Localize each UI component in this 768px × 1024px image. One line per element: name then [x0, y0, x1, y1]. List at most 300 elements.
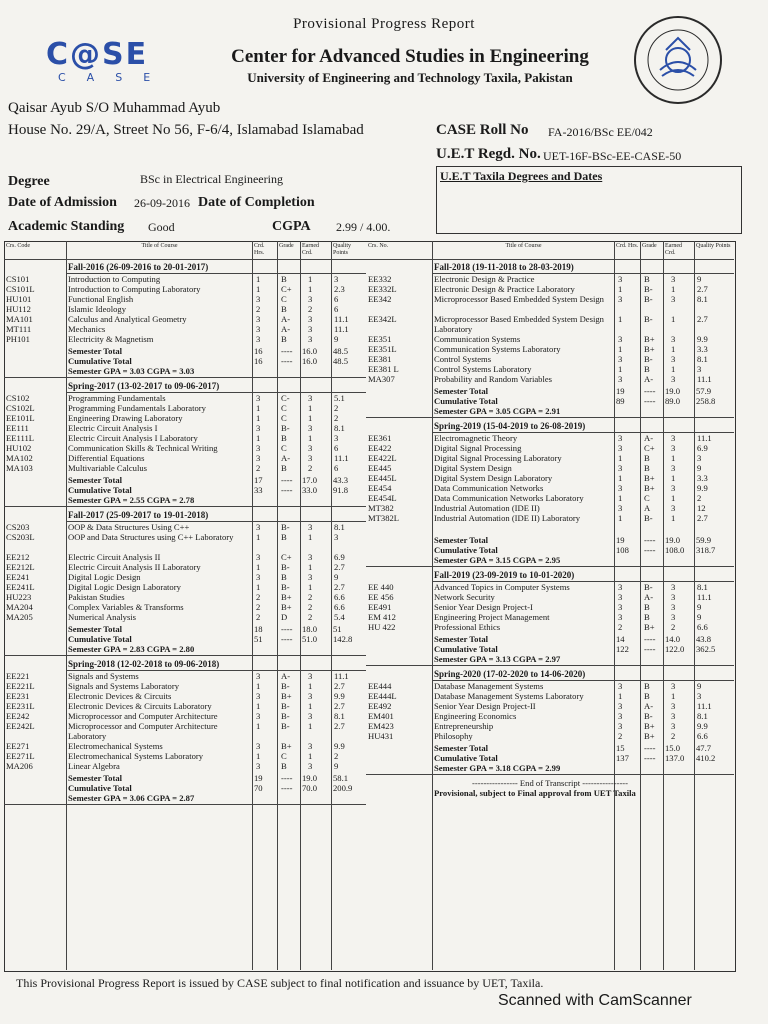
course-title: Electric Circuit Analysis I Laboratory [68, 433, 198, 443]
course-title: Data Communication Networks Laboratory [434, 493, 584, 503]
grade: B [644, 463, 650, 473]
quality-points: 11.1 [334, 453, 349, 463]
left-col-divider [66, 241, 67, 970]
course-title: Engineering Economics [434, 711, 517, 721]
course-code: EE444 [368, 681, 392, 691]
course-code: EE361 [368, 433, 392, 443]
quality-points: 11.1 [697, 374, 712, 384]
grade: B- [644, 294, 653, 304]
course-title: Engineering Drawing Laboratory [68, 413, 183, 423]
left-header-title: Title of Course [141, 243, 178, 249]
credit-hours: 1 [618, 284, 623, 294]
course-code: CS102L [6, 403, 35, 413]
credit-hours: 1 [618, 453, 623, 463]
grade: B [281, 463, 287, 473]
course-title: Mechanics [68, 324, 106, 334]
earned-credits: 1 [671, 314, 676, 324]
credit-hours: 3 [618, 701, 623, 711]
course-code: MA307 [368, 374, 395, 384]
right-term-0: Fall-2018 (19-11-2018 to 28-03-2019) [434, 262, 574, 272]
cumulative-total-earned: 33.0 [302, 485, 318, 495]
earned-credits: 2 [308, 592, 313, 602]
earned-credits: 3 [671, 274, 676, 284]
credit-hours: 3 [618, 274, 623, 284]
grade: B+ [281, 602, 292, 612]
earned-credits: 3 [671, 294, 676, 304]
grade: C [281, 294, 287, 304]
quality-points: 3 [697, 453, 702, 463]
credit-hours: 3 [256, 741, 261, 751]
course-code: EE445L [368, 473, 397, 483]
quality-points: 9.9 [334, 741, 345, 751]
quality-points: 12 [697, 503, 706, 513]
credit-hours: 3 [256, 691, 261, 701]
course-code: HU112 [6, 304, 31, 314]
grade: A- [281, 324, 291, 334]
course-code: EE 456 [368, 592, 394, 602]
course-title: Control Systems [434, 354, 492, 364]
credit-hours: 1 [256, 562, 261, 572]
right-header-grade: Grade [642, 243, 657, 249]
course-title: Electronic Design & Practice [434, 274, 535, 284]
course-title: Programming Fundamentals [68, 393, 166, 403]
cumulative-total-earned: 51.0 [302, 634, 318, 644]
grade: B+ [644, 473, 655, 483]
quality-points: 6.6 [334, 602, 345, 612]
course-title: Microprocessor and Computer Architecture Laboratory [68, 721, 218, 741]
grade: B- [644, 354, 653, 364]
earned-credits: 3 [671, 711, 676, 721]
right-term-1: Spring-2019 (15-04-2019 to 26-08-2019) [434, 421, 586, 431]
course-code: MA103 [6, 463, 33, 473]
course-title: Microprocessor and Computer Architecture [68, 711, 218, 721]
course-title: Philosophy [434, 731, 473, 741]
semester-total-label: Semester Total [68, 624, 123, 634]
cumulative-total-hours: 108 [616, 545, 629, 555]
course-title: Industrial Automation (IDE II) [434, 503, 540, 513]
earned-credits: 3 [671, 721, 676, 731]
left-section-rule-1 [4, 506, 366, 507]
credit-hours: 3 [256, 552, 261, 562]
earned-credits: 3 [671, 483, 676, 493]
course-title: Digital System Design Laboratory [434, 473, 553, 483]
cumulative-total-grade: ---- [281, 356, 293, 366]
semester-total-points: 48.5 [333, 346, 349, 356]
grade: B+ [644, 731, 655, 741]
cumulative-total-hours: 137 [616, 753, 629, 763]
earned-credits: 1 [308, 751, 313, 761]
credit-hours: 1 [256, 582, 261, 592]
semester-total-grade: ---- [644, 535, 656, 545]
semester-total-earned: 19.0 [302, 773, 318, 783]
grade: A- [281, 671, 291, 681]
course-code: HU223 [6, 592, 32, 602]
semester-total-points: 43.8 [696, 634, 712, 644]
cumulative-total-label: Cumulative Total [434, 753, 498, 763]
credit-hours: 1 [256, 413, 261, 423]
standing-label: Academic Standing [8, 219, 125, 234]
credit-hours: 3 [256, 294, 261, 304]
credit-hours: 3 [256, 334, 261, 344]
semester-gpa: Semester GPA = 3.03 CGPA = 3.03 [68, 366, 195, 376]
course-code: MA101 [6, 314, 33, 324]
semester-total-grade: ---- [644, 743, 656, 753]
credit-hours: 3 [618, 433, 623, 443]
course-code: EM401 [368, 711, 394, 721]
course-title: Electric Circuit Analysis II Laboratory [68, 562, 201, 572]
right-header-code: Crs. No. [368, 243, 389, 249]
credit-hours: 3 [618, 463, 623, 473]
semester-total-earned: 14.0 [665, 634, 681, 644]
right-header-qp: Quality Points [696, 243, 731, 249]
earned-credits: 2 [671, 622, 676, 632]
course-title: Calculus and Analytical Geometry [68, 314, 187, 324]
credit-hours: 3 [618, 582, 623, 592]
credit-hours: 1 [618, 691, 623, 701]
course-title: Electronic Design & Practice Laboratory [434, 284, 575, 294]
quality-points: 9.9 [697, 483, 708, 493]
course-code: CS101 [6, 274, 30, 284]
course-title: Complex Variables & Transforms [68, 602, 184, 612]
credit-hours: 3 [618, 374, 623, 384]
grade: B [281, 274, 287, 284]
uet-dates-heading: U.E.T Taxila Degrees and Dates [440, 169, 603, 183]
course-code: EE342 [368, 294, 392, 304]
earned-credits: 3 [308, 691, 313, 701]
course-code: MA102 [6, 453, 33, 463]
quality-points: 9 [697, 274, 702, 284]
grade: B [644, 364, 650, 374]
course-title: Database Management Systems [434, 681, 544, 691]
earned-credits: 2 [671, 731, 676, 741]
grade: B- [281, 562, 290, 572]
semester-total-hours: 19 [616, 386, 625, 396]
earned-credits: 2 [308, 304, 313, 314]
quality-points: 6.9 [697, 443, 708, 453]
semester-total-earned: 19.0 [665, 535, 681, 545]
left-header-rule [4, 259, 366, 260]
course-code: MT111 [6, 324, 32, 334]
grade: C [281, 403, 287, 413]
credit-hours: 3 [256, 314, 261, 324]
grade: B- [281, 522, 290, 532]
earned-credits: 3 [308, 334, 313, 344]
quality-points: 5.4 [334, 612, 345, 622]
grade: A- [644, 374, 654, 384]
earned-credits: 3 [308, 741, 313, 751]
semester-gpa: Semester GPA = 3.15 CGPA = 2.95 [434, 555, 561, 565]
earned-credits: 3 [308, 552, 313, 562]
course-title: Digital Signal Processing Laboratory [434, 453, 562, 463]
credit-hours: 1 [618, 314, 623, 324]
cgpa-value: 2.99 / 4.00. [336, 220, 391, 234]
grade: C- [281, 393, 290, 403]
course-title: Microprocessor Based Embedded System Design Laboratory [434, 314, 604, 334]
course-code: EE444L [368, 691, 397, 701]
semester-total-grade: ---- [281, 773, 293, 783]
earned-credits: 1 [308, 433, 313, 443]
earned-credits: 3 [671, 612, 676, 622]
grade: B+ [644, 622, 655, 632]
credit-hours: 2 [256, 602, 261, 612]
quality-points: 11.1 [334, 314, 349, 324]
grade: B [644, 681, 650, 691]
semester-total-points: 57.9 [696, 386, 712, 396]
semester-total-points: 58.1 [333, 773, 349, 783]
credit-hours: 3 [618, 721, 623, 731]
quality-points: 2.3 [334, 284, 345, 294]
left-header-earned: Earned Crd. [302, 243, 319, 256]
grade: B [281, 304, 287, 314]
credit-hours: 3 [618, 711, 623, 721]
logo-mark: C@SE [46, 37, 149, 72]
earned-credits: 3 [671, 592, 676, 602]
cumulative-total-points: 48.5 [333, 356, 349, 366]
course-title: OOP & Data Structures Using C++ [68, 522, 190, 532]
right-section-rule-3 [366, 774, 734, 775]
course-code: EE231L [6, 701, 35, 711]
quality-points: 8.1 [334, 423, 345, 433]
course-title: Control Systems Laboratory [434, 364, 532, 374]
student-name: Qaisar Ayub S/O Muhammad Ayub [8, 100, 221, 116]
semester-total-grade: ---- [281, 475, 293, 485]
semester-total-grade: ---- [644, 386, 656, 396]
cumulative-total-earned: 16.0 [302, 356, 318, 366]
quality-points: 11.1 [334, 324, 349, 334]
quality-points: 2.7 [697, 284, 708, 294]
right-term-2: Fall-2019 (23-09-2019 to 10-01-2020) [434, 570, 575, 580]
grade: B- [281, 423, 290, 433]
semester-gpa: Semester GPA = 2.55 CGPA = 2.78 [68, 495, 195, 505]
regd-value: UET-16F-BSc-EE-CASE-50 [543, 149, 682, 163]
quality-points: 9 [697, 602, 702, 612]
semester-total-points: 51 [333, 624, 342, 634]
quality-points: 2.7 [334, 562, 345, 572]
cumulative-total-points: 410.2 [696, 753, 716, 763]
earned-credits: 1 [671, 493, 676, 503]
credit-hours: 1 [256, 284, 261, 294]
quality-points: 3 [697, 691, 702, 701]
semester-total-hours: 17 [254, 475, 263, 485]
credit-hours: 2 [618, 731, 623, 741]
course-code: CS101L [6, 284, 35, 294]
earned-credits: 3 [671, 433, 676, 443]
credit-hours: 3 [618, 354, 623, 364]
cumulative-total-hours: 70 [254, 783, 263, 793]
quality-points: 6.6 [697, 731, 708, 741]
grade: B+ [281, 592, 292, 602]
left-term-0: Fall-2016 (26-09-2016 to 20-01-2017) [68, 262, 209, 272]
earned-credits: 3 [671, 503, 676, 513]
quality-points: 6.6 [334, 592, 345, 602]
grade: C [281, 751, 287, 761]
standing-value: Good [148, 220, 175, 234]
provisional-note: Provisional, subject to Final approval from UET Taxila [434, 788, 636, 798]
course-code: EE 440 [368, 582, 394, 592]
left-col-divider [252, 241, 253, 970]
earned-credits: 3 [308, 324, 313, 334]
quality-points: 11.1 [697, 701, 712, 711]
earned-credits: 3 [671, 463, 676, 473]
course-code: MA205 [6, 612, 33, 622]
earned-credits: 3 [671, 334, 676, 344]
quality-points: 3.3 [697, 473, 708, 483]
grade: B+ [644, 334, 655, 344]
left-header-grade: Grade [279, 243, 294, 249]
left-header-code: Crs. Code [6, 243, 30, 249]
course-code: EE422 [368, 443, 392, 453]
earned-credits: 1 [671, 453, 676, 463]
earned-credits: 3 [308, 393, 313, 403]
earned-credits: 2 [308, 463, 313, 473]
cumulative-total-hours: 89 [616, 396, 625, 406]
quality-points: 5.1 [334, 393, 345, 403]
cumulative-total-points: 258.8 [696, 396, 716, 406]
semester-gpa: Semester GPA = 3.06 CGPA = 2.87 [68, 793, 195, 803]
semester-total-label: Semester Total [434, 386, 489, 396]
right-header-title: Title of Course [505, 243, 542, 249]
quality-points: 6.9 [334, 552, 345, 562]
earned-credits: 1 [308, 721, 313, 731]
quality-points: 6 [334, 463, 339, 473]
course-code: EE221L [6, 681, 35, 691]
course-title: Differential Equations [68, 453, 145, 463]
quality-points: 8.1 [697, 582, 708, 592]
left-section-rule-3 [4, 804, 366, 805]
earned-credits: 1 [308, 582, 313, 592]
grade: B- [644, 513, 653, 523]
grade: B [281, 532, 287, 542]
course-title: Digital Signal Processing [434, 443, 522, 453]
credit-hours: 1 [256, 274, 261, 284]
grade: A- [644, 701, 654, 711]
right-section-rule-2 [366, 665, 734, 666]
semester-total-grade: ---- [644, 634, 656, 644]
left-header-hrs: Crd. Hrs. [254, 243, 265, 256]
course-code: EE241 [6, 572, 30, 582]
course-title: Engineering Project Management [434, 612, 550, 622]
semester-total-hours: 16 [254, 346, 263, 356]
credit-hours: 3 [256, 572, 261, 582]
course-code: EE241L [6, 582, 35, 592]
credit-hours: 3 [618, 503, 623, 513]
quality-points: 8.1 [334, 522, 345, 532]
earned-credits: 3 [308, 453, 313, 463]
quality-points: 11.1 [697, 433, 712, 443]
earned-credits: 3 [671, 354, 676, 364]
semester-gpa: Semester GPA = 3.18 CGPA = 2.99 [434, 763, 561, 773]
cumulative-total-grade: ---- [281, 485, 293, 495]
earned-credits: 1 [308, 413, 313, 423]
degree-value: BSc in Electrical Engineering [140, 172, 283, 186]
course-code: HU 422 [368, 622, 396, 632]
course-title: Digital Logic Design [68, 572, 141, 582]
university-name: University of Engineering and Technology Taxila, Pakistan [247, 70, 573, 85]
cumulative-total-hours: 16 [254, 356, 263, 366]
report-title: Provisional Progress Report [293, 16, 475, 32]
credit-hours: 3 [256, 522, 261, 532]
cumulative-total-points: 200.9 [333, 783, 353, 793]
cumulative-total-hours: 122 [616, 644, 629, 654]
earned-credits: 3 [308, 443, 313, 453]
credit-hours: 3 [256, 761, 261, 771]
course-code: CS203L [6, 532, 35, 542]
semester-total-grade: ---- [281, 624, 293, 634]
course-code: MT382L [368, 513, 400, 523]
earned-credits: 3 [308, 761, 313, 771]
credit-hours: 3 [618, 483, 623, 493]
course-code: EE212L [6, 562, 35, 572]
semester-total-earned: 17.0 [302, 475, 318, 485]
cumulative-total-label: Cumulative Total [68, 634, 132, 644]
semester-gpa: Semester GPA = 3.13 CGPA = 2.97 [434, 654, 561, 664]
earned-credits: 1 [671, 513, 676, 523]
course-code: EM 412 [368, 612, 396, 622]
grade: B [644, 612, 650, 622]
cumulative-total-earned: 70.0 [302, 783, 318, 793]
course-title: Electric Circuit Analysis I [68, 423, 158, 433]
course-code: EM423 [368, 721, 394, 731]
course-code: EE271 [6, 741, 30, 751]
grade: B+ [281, 691, 292, 701]
credit-hours: 3 [256, 711, 261, 721]
right-header-hrs: Crd. Hrs. [616, 243, 639, 249]
quality-points: 2 [697, 493, 702, 503]
grade: B- [644, 711, 653, 721]
grade: B+ [281, 741, 292, 751]
course-code: EE381 L [368, 364, 399, 374]
quality-points: 9 [334, 572, 339, 582]
course-title: Communication Systems [434, 334, 521, 344]
credit-hours: 1 [618, 344, 623, 354]
earned-credits: 3 [308, 314, 313, 324]
grade: D [281, 612, 288, 622]
quality-points: 11.1 [334, 671, 349, 681]
course-code: EE221 [6, 671, 30, 681]
course-title: Electronic Devices & Circuits [68, 691, 172, 701]
cumulative-total-points: 91.8 [333, 485, 349, 495]
quality-points: 9 [697, 612, 702, 622]
quality-points: 8.1 [697, 354, 708, 364]
credit-hours: 2 [618, 622, 623, 632]
credit-hours: 3 [618, 592, 623, 602]
course-code: EE271L [6, 751, 35, 761]
course-title: Senior Year Design Project-II [434, 701, 536, 711]
right-col-divider [432, 241, 433, 970]
quality-points: 9 [697, 463, 702, 473]
left-col-divider [331, 241, 332, 970]
semester-total-points: 43.3 [333, 475, 349, 485]
course-code: EE332L [368, 284, 397, 294]
right-section-rule-1 [366, 566, 734, 567]
earned-credits: 1 [308, 562, 313, 572]
grade: B- [281, 582, 290, 592]
cumulative-total-label: Cumulative Total [68, 783, 132, 793]
grade: B+ [644, 483, 655, 493]
credit-hours: 1 [256, 751, 261, 761]
course-code: EE342L [368, 314, 397, 324]
logo-subtitle: CASE [58, 71, 172, 84]
semester-total-hours: 19 [616, 535, 625, 545]
course-title: Communication Systems Laboratory [434, 344, 561, 354]
semester-total-grade: ---- [281, 346, 293, 356]
earned-credits: 3 [308, 711, 313, 721]
earned-credits: 3 [308, 294, 313, 304]
grade: B- [644, 582, 653, 592]
regd-label: U.E.T Regd. No. [436, 146, 541, 162]
course-code: EE492 [368, 701, 392, 711]
earned-credits: 3 [671, 582, 676, 592]
